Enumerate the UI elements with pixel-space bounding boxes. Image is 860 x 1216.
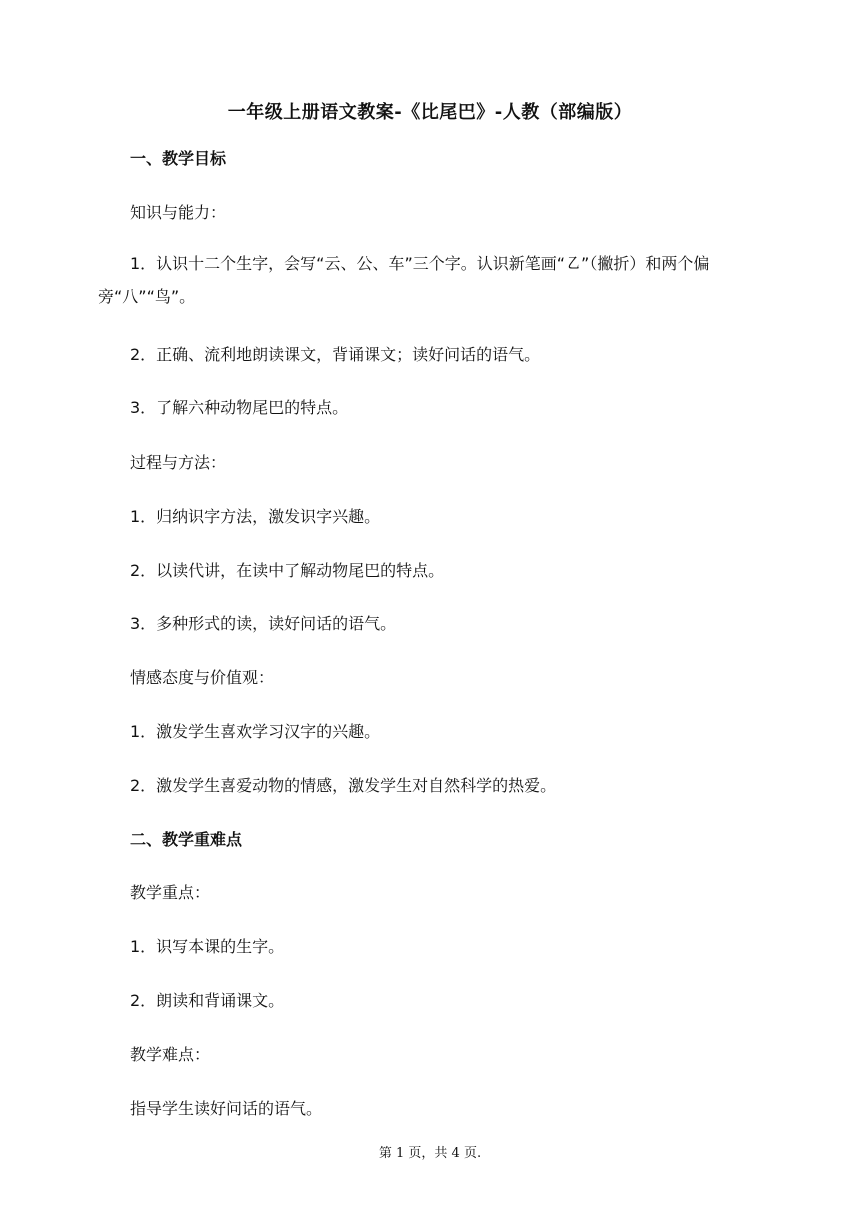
page-footer: 第 1 页，共 4 页. xyxy=(378,1146,482,1161)
subheading-key: 教学重点： xyxy=(130,883,211,902)
key-item-1: 1．识写本课的生字。 xyxy=(130,937,285,956)
subheading-emotion: 情感态度与价值观： xyxy=(130,668,275,687)
section-heading-key-points: 二、教学重难点 xyxy=(130,830,243,849)
subheading-knowledge: 知识与能力： xyxy=(130,203,227,222)
process-item-3: 3．多种形式的读，读好问话的语气。 xyxy=(130,614,397,633)
subheading-difficulty: 教学难点： xyxy=(130,1045,211,1064)
process-item-2: 2．以读代讲，在读中了解动物尾巴的特点。 xyxy=(130,561,445,580)
knowledge-item-1: 1．认识十二个生字，会写“云、公、车”三个字。认识新笔画“㇠”（撇折）和两个偏旁“八”“鸟”。 xyxy=(98,254,710,306)
knowledge-item-2: 2．正确、流利地朗读课文，背诵课文；读好问话的语气。 xyxy=(130,345,541,364)
key-item-2: 2．朗读和背诵课文。 xyxy=(130,991,285,1010)
section-heading-objectives: 一、教学目标 xyxy=(130,149,227,168)
document-title: 一年级上册语文教案-《比尾巴》-人教（部编版） xyxy=(227,102,633,123)
difficulty-text: 指导学生读好问话的语气。 xyxy=(130,1099,323,1118)
subheading-process: 过程与方法： xyxy=(130,453,227,472)
emotion-item-1: 1．激发学生喜欢学习汉字的兴趣。 xyxy=(130,722,381,741)
process-item-1: 1．归纳识字方法，激发识字兴趣。 xyxy=(130,507,381,526)
emotion-item-2: 2．激发学生喜爱动物的情感，激发学生对自然科学的热爱。 xyxy=(130,776,557,795)
knowledge-item-3: 3．了解六种动物尾巴的特点。 xyxy=(130,398,349,417)
